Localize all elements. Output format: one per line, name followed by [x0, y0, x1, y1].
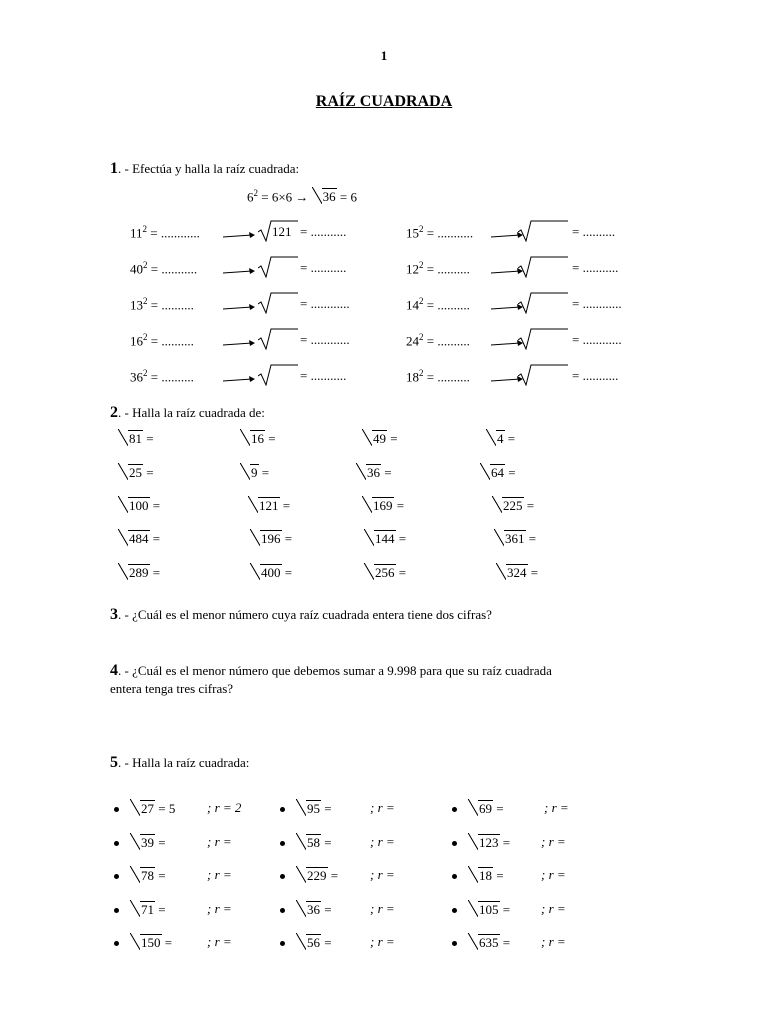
q5-text: . - Halla la raíz cuadrada: — [118, 755, 250, 770]
sqrt-symbol — [518, 364, 568, 390]
sqrt-symbol — [118, 564, 150, 581]
arrow-icon — [222, 264, 256, 278]
bullet-icon — [280, 841, 285, 846]
answer-blank: = ............ — [300, 296, 350, 311]
power-base: 13 — [130, 297, 143, 313]
q3-text: . - ¿Cuál es el menor número cuya raíz cuadrada entera tiene dos cifras? — [118, 607, 492, 622]
sqrt-symbol — [248, 497, 280, 514]
equals-sign: = — [525, 531, 537, 546]
sqrt-symbol — [494, 530, 526, 547]
sqrt-symbol — [118, 464, 143, 481]
bullet-icon — [452, 807, 457, 812]
equals-answer: = — [499, 835, 511, 850]
power-base: 18 — [406, 369, 419, 385]
power-base: 14 — [406, 297, 419, 313]
q5-number: 5 — [110, 754, 118, 771]
arrow-icon — [222, 372, 256, 386]
power-exp: 2 — [419, 296, 424, 306]
sqrt-symbol — [296, 867, 328, 884]
sqrt-radicand: 27 — [141, 801, 154, 816]
sqrt-radicand: 81 — [129, 431, 142, 446]
sqrt-symbol — [356, 464, 381, 481]
remainder-label: ; r = — [541, 834, 566, 849]
sqrt-symbol — [518, 292, 568, 318]
sqrt-radicand: 69 — [479, 801, 492, 816]
answer-blank: = .......... — [423, 261, 470, 277]
sqrt-radicand: 400 — [261, 565, 281, 580]
equals-answer: = — [155, 902, 166, 917]
sqrt-radicand: 100 — [129, 498, 149, 513]
sqrt-exercise — [248, 497, 290, 514]
sqrt-radicand: 58 — [307, 835, 320, 850]
sqrt-radicand: 56 — [307, 935, 320, 950]
remainder-label: ; r = — [541, 867, 566, 882]
equals-answer: = — [321, 801, 332, 816]
sqrt-radicand: 4 — [497, 431, 504, 446]
sqrt-radicand: 105 — [479, 902, 499, 917]
q1-example — [247, 188, 357, 205]
bullet-icon — [452, 941, 457, 946]
answer-blank: = ........... — [572, 368, 619, 383]
power-exp: 2 — [419, 332, 424, 342]
sqrt-symbol — [130, 834, 155, 851]
page-number: 1 — [380, 48, 388, 63]
answer-blank: = ............ — [147, 225, 200, 241]
equals-sign: = — [143, 431, 154, 446]
answer-blank: = ............ — [572, 296, 622, 311]
equals-answer: = — [327, 868, 339, 883]
sqrt-radicand: 49 — [373, 431, 386, 446]
sqrt-exercise — [468, 901, 510, 918]
sqrt-exercise — [118, 430, 154, 447]
power-exp: 2 — [143, 296, 148, 306]
q2-number: 2 — [110, 404, 118, 421]
equals-sign: = — [387, 431, 398, 446]
sqrt-radicand: 25 — [129, 465, 142, 480]
sqrt-exercise — [468, 934, 510, 951]
sqrt-symbol — [492, 497, 524, 514]
equals-sign: = — [149, 531, 161, 546]
sqrt-exercise — [468, 800, 504, 817]
answer-blank: = .......... — [572, 224, 616, 239]
equals-answer: = — [321, 902, 332, 917]
sqrt-radicand: 256 — [375, 565, 395, 580]
answer-blank: = ........... — [423, 225, 474, 241]
q5-heading — [110, 754, 249, 772]
equals-answer: = 5 — [155, 801, 176, 816]
q1-heading — [110, 160, 299, 178]
equals-answer: = — [161, 935, 173, 950]
answer-blank: = ........... — [147, 261, 198, 277]
power-base: 11 — [130, 225, 143, 241]
sqrt-radicand: 225 — [503, 498, 523, 513]
example-sqrt — [312, 188, 337, 205]
power-base: 12 — [406, 261, 419, 277]
remainder-label: ; r = — [207, 901, 232, 916]
q1-left-power — [130, 368, 194, 385]
remainder-label: ; r = — [207, 934, 232, 949]
power-exp: 2 — [142, 224, 148, 234]
sqrt-symbol — [296, 901, 321, 918]
sqrt-exercise — [486, 430, 515, 447]
sqrt-exercise — [296, 901, 332, 918]
q2-text: . - Halla la raíz cuadrada de: — [118, 405, 265, 420]
bullet-icon — [280, 807, 285, 812]
remainder-label: ; r = 2 — [207, 800, 242, 815]
sqrt-radicand: 229 — [307, 868, 327, 883]
q1-left-power — [130, 296, 194, 313]
sqrt-radicand: 123 — [479, 835, 499, 850]
answer-blank: = .......... — [423, 369, 470, 385]
sqrt-radicand: 196 — [261, 531, 281, 546]
equals-sign: = — [504, 431, 516, 446]
q3-heading — [110, 606, 492, 624]
sqrt-symbol — [364, 564, 396, 581]
sqrt-symbol — [296, 800, 321, 817]
sqrt-radicand: 78 — [141, 868, 154, 883]
sqrt-radicand: 16 — [251, 431, 264, 446]
answer-blank: = .......... — [423, 297, 470, 313]
sqrt-exercise — [296, 934, 332, 951]
equals-answer: = — [321, 935, 332, 950]
q4-text-line2: entera tenga tres cifras? — [110, 681, 234, 696]
remainder-label: ; r = — [370, 834, 395, 849]
equals-sign: = — [149, 498, 161, 513]
sqrt-exercise — [468, 867, 504, 884]
equals-answer: = — [321, 835, 332, 850]
remainder-label: ; r = — [207, 867, 232, 882]
remainder-label: ; r = — [370, 800, 395, 815]
remainder-label: ; r = — [370, 934, 395, 949]
remainder-label: ; r = — [541, 934, 566, 949]
sqrt-symbol — [486, 430, 505, 447]
sqrt-exercise — [362, 497, 404, 514]
power-exp: 2 — [419, 224, 424, 234]
sqrt-exercise — [364, 564, 406, 581]
q4-heading — [110, 662, 552, 680]
power-exp: 2 — [143, 368, 148, 378]
sqrt-symbol — [518, 328, 568, 354]
sqrt-symbol — [240, 430, 265, 447]
equals-sign: = — [393, 498, 405, 513]
sqrt-exercise — [296, 834, 332, 851]
equals-answer: = — [493, 801, 504, 816]
sqrt-radicand: 64 — [491, 465, 504, 480]
equals-sign: = — [395, 565, 407, 580]
sqrt-exercise — [118, 564, 160, 581]
example-result: = 6 — [336, 189, 358, 205]
answer-blank: = .......... — [147, 297, 194, 313]
q1-right-power — [406, 332, 470, 349]
sqrt-symbol — [468, 867, 493, 884]
arrow-icon — [222, 336, 256, 350]
bullet-icon — [452, 908, 457, 913]
power-base: 40 — [130, 261, 143, 277]
sqrt-exercise — [480, 464, 516, 481]
sqrt-symbol — [468, 834, 500, 851]
sqrt-radicand: 9 — [251, 465, 258, 480]
sqrt-exercise — [356, 464, 392, 481]
sqrt-radicand: 484 — [129, 531, 149, 546]
equals-sign: = — [258, 465, 270, 480]
q1-right-power — [406, 296, 470, 313]
example-exp: 2 — [253, 188, 258, 198]
sqrt-exercise — [130, 834, 166, 851]
sqrt-exercise — [130, 934, 172, 951]
q1-left-power — [130, 332, 194, 349]
sqrt-symbol — [258, 292, 298, 318]
bullet-icon — [280, 908, 285, 913]
q1-right-power — [406, 224, 473, 241]
q1-number: 1 — [110, 160, 118, 177]
arrow-icon — [222, 228, 256, 242]
remainder-label: ; r = — [544, 800, 569, 815]
bullet-icon — [114, 908, 119, 913]
sqrt-exercise — [118, 497, 160, 514]
remainder-label: ; r = — [541, 901, 566, 916]
sqrt-exercise — [118, 530, 160, 547]
sqrt-radicand: 289 — [129, 565, 149, 580]
q1-right-power — [406, 368, 470, 385]
sqrt-exercise — [240, 464, 269, 481]
equals-sign: = — [395, 531, 407, 546]
sqrt-symbol — [362, 497, 394, 514]
bullet-icon — [114, 941, 119, 946]
q3-number: 3 — [110, 606, 118, 623]
sqrt-symbol — [258, 364, 298, 390]
sqrt-symbol — [258, 328, 298, 354]
equals-sign: = — [281, 565, 293, 580]
sqrt-symbol — [130, 867, 155, 884]
sqrt-symbol — [250, 564, 282, 581]
sqrt-symbol — [130, 800, 155, 817]
equals-sign: = — [527, 565, 539, 580]
sqrt-radicand: 36 — [307, 902, 320, 917]
page-title: RAÍZ CUADRADA — [315, 93, 453, 110]
sqrt-exercise — [362, 430, 398, 447]
sqrt-symbol — [480, 464, 505, 481]
sqrt-radicand: 324 — [507, 565, 527, 580]
sqrt-radicand: 150 — [141, 935, 161, 950]
bullet-icon — [280, 941, 285, 946]
sqrt-radicand: 71 — [141, 902, 154, 917]
answer-blank: = .......... — [147, 369, 194, 385]
sqrt-symbol — [118, 530, 150, 547]
sqrt-exercise — [240, 430, 276, 447]
sqrt-symbol — [240, 464, 259, 481]
remainder-label: ; r = — [370, 867, 395, 882]
q1-text: . - Efectúa y halla la raíz cuadrada: — [118, 161, 300, 176]
sqrt-radicand: 144 — [375, 531, 395, 546]
power-exp: 2 — [143, 332, 148, 342]
sqrt-symbol — [468, 934, 500, 951]
sqrt-exercise — [468, 834, 510, 851]
sqrt-symbol — [518, 220, 568, 246]
equals-sign: = — [149, 565, 161, 580]
sqrt-exercise — [296, 800, 332, 817]
sqrt-radicand: 361 — [505, 531, 525, 546]
power-exp: 2 — [419, 260, 424, 270]
sqrt-symbol — [362, 430, 387, 447]
equals-sign: = — [265, 431, 276, 446]
sqrt-radicand: 121 — [272, 224, 292, 239]
equals-answer: = — [499, 935, 511, 950]
sqrt-symbol — [130, 934, 162, 951]
answer-blank: = .......... — [423, 333, 470, 349]
sqrt-symbol — [118, 497, 150, 514]
sqrt-symbol — [364, 530, 396, 547]
equals-answer: = — [155, 835, 166, 850]
equals-sign: = — [523, 498, 535, 513]
sqrt-exercise — [130, 901, 166, 918]
power-base: 24 — [406, 333, 419, 349]
bullet-icon — [452, 841, 457, 846]
sqrt-radicand: 39 — [141, 835, 154, 850]
sqrt-exercise — [250, 564, 292, 581]
sqrt-radicand: 169 — [373, 498, 393, 513]
q2-heading — [110, 404, 265, 422]
sqrt-radicand: 95 — [307, 801, 320, 816]
sqrt-exercise — [130, 867, 166, 884]
power-base: 36 — [130, 369, 143, 385]
answer-blank: = ........... — [572, 260, 619, 275]
sqrt-exercise — [364, 530, 406, 547]
equals-sign: = — [281, 531, 293, 546]
q1-left-power — [130, 224, 200, 241]
power-base: 15 — [406, 225, 419, 241]
equals-answer: = — [499, 902, 511, 917]
answer-blank: = ........... — [300, 224, 347, 239]
sqrt-radicand: 18 — [479, 868, 492, 883]
sqrt-radicand: 121 — [259, 498, 279, 513]
remainder-label: ; r = — [370, 901, 395, 916]
example-base: 6 — [247, 189, 254, 205]
answer-blank: = ........... — [300, 368, 347, 383]
equals-answer: = — [493, 868, 504, 883]
sqrt-symbol — [496, 564, 528, 581]
q1-right-power — [406, 260, 470, 277]
q1-left-power — [130, 260, 197, 277]
sqrt-exercise — [496, 564, 538, 581]
sqrt-symbol — [468, 800, 493, 817]
bullet-icon — [280, 874, 285, 879]
power-base: 16 — [130, 333, 143, 349]
q4-text-line1: . - ¿Cuál es el menor número que debemos sumar a 9.998 para que su raíz cuadrada — [118, 663, 552, 678]
sqrt-symbol — [258, 256, 298, 282]
sqrt-symbol — [118, 430, 143, 447]
example-radicand: 36 — [322, 189, 336, 205]
equals-sign: = — [505, 465, 516, 480]
arrow-icon — [222, 300, 256, 314]
q4-number: 4 — [110, 662, 118, 679]
sqrt-symbol — [518, 256, 568, 282]
answer-blank: = ........... — [300, 260, 347, 275]
answer-blank: = .......... — [147, 333, 194, 349]
equals-sign: = — [143, 465, 154, 480]
answer-blank: = ............ — [300, 332, 350, 347]
bullet-icon — [114, 874, 119, 879]
bullet-icon — [114, 841, 119, 846]
sqrt-radicand: 36 — [367, 465, 380, 480]
sqrt-exercise — [118, 464, 154, 481]
remainder-label: ; r = — [207, 834, 232, 849]
sqrt-exercise — [130, 800, 175, 817]
equals-answer: = — [155, 868, 166, 883]
sqrt-radicand: 635 — [479, 935, 499, 950]
sqrt-exercise — [494, 530, 536, 547]
bullet-icon — [114, 807, 119, 812]
sqrt-symbol — [250, 530, 282, 547]
equals-sign: = — [381, 465, 392, 480]
sqrt-symbol — [130, 901, 155, 918]
sqrt-exercise — [492, 497, 534, 514]
sqrt-symbol — [468, 901, 500, 918]
sqrt-exercise — [296, 867, 338, 884]
sqrt-symbol — [296, 934, 321, 951]
power-exp: 2 — [143, 260, 148, 270]
equals-sign: = — [279, 498, 291, 513]
example-mid: = 6×6 → — [258, 189, 312, 205]
power-exp: 2 — [419, 368, 424, 378]
sqrt-symbol — [296, 834, 321, 851]
sqrt-exercise — [250, 530, 292, 547]
bullet-icon — [452, 874, 457, 879]
answer-blank: = ............ — [572, 332, 622, 347]
